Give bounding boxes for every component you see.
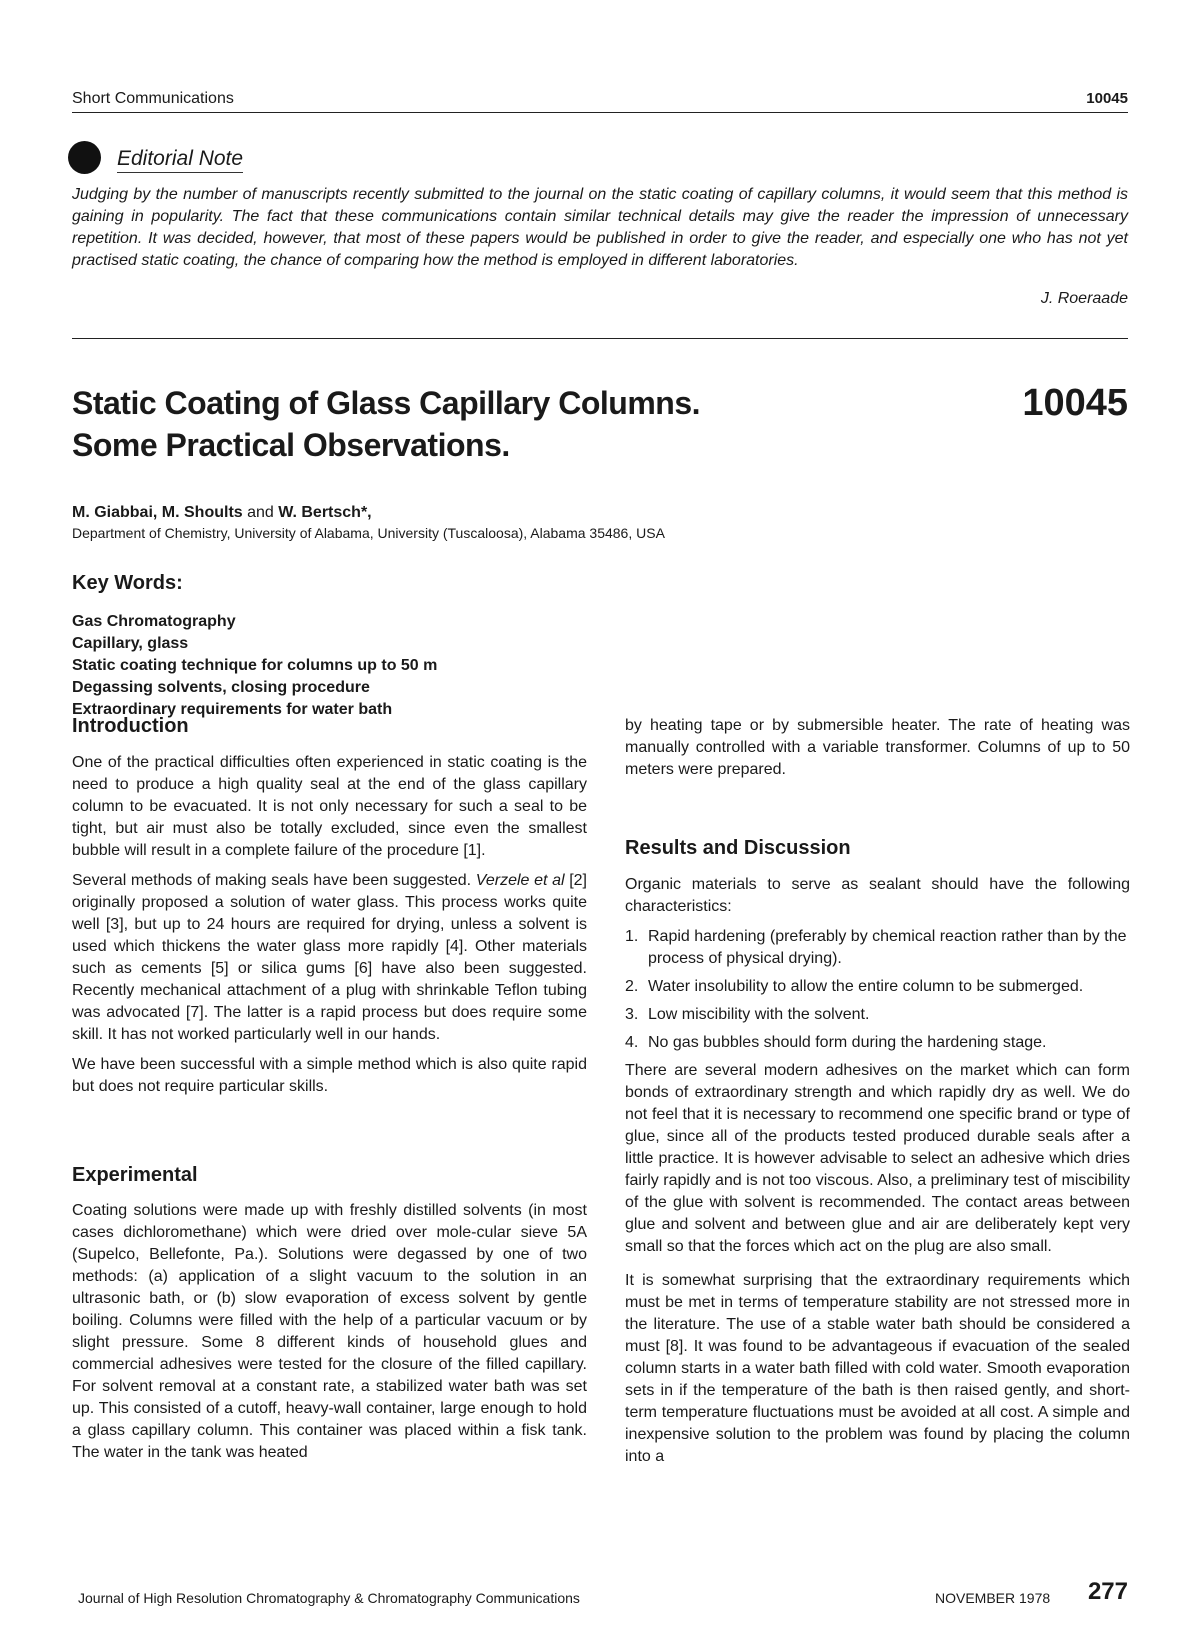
list-item	[625, 976, 1130, 998]
list-text: Water insolubility to allow the entire column to be submerged.	[648, 978, 1084, 995]
list-item	[625, 1032, 1130, 1054]
article-title-line-2: Some Practical Observations.	[72, 427, 510, 463]
keyword-item: Capillary, glass	[72, 635, 189, 652]
article-number: 10045	[1022, 382, 1128, 424]
characteristics-list	[625, 926, 1130, 1054]
results-paragraph-3: It is somewhat surprising that the extraordinary requirements which must be met in terms of temperature stability are not stressed more in the literature. The use of a stable water bath should be considered a must [8]. It was found to be advantageous if evacuation of the sealed column starts in a water bath filled with cold water. Smooth evaporation sets in if the temperature of the bath is then raised gently, and short-term temperature fluctuations must be avoided at all cost. A simple and inexpensive solution to the problem was found by placing the column into a	[625, 1272, 1130, 1465]
introduction-heading: Introduction	[72, 715, 189, 737]
editorial-note-author: J. Roeraade	[1040, 290, 1128, 307]
authors-last: W. Bertsch*,	[278, 504, 372, 521]
keyword-item: Static coating technique for columns up to 50 m	[72, 657, 438, 674]
keyword-item: Gas Chromatography	[72, 613, 236, 630]
results-body	[625, 874, 1130, 1468]
list-text: Low miscibility with the solvent.	[648, 1006, 870, 1023]
list-item	[625, 926, 1130, 970]
experimental-paragraph-cont: by heating tape or by submersible heater. The rate of heating was manually controlled with a variable transformer. Columns of up to 50 meters were prepared.	[625, 717, 1130, 778]
keyword-item: Extraordinary requirements for water bath	[72, 701, 393, 718]
list-item	[625, 1004, 1130, 1026]
running-header-section: Short Communications	[72, 90, 234, 107]
page-number: 277	[1087, 1578, 1128, 1605]
results-heading: Results and Discussion	[625, 837, 851, 859]
list-number: 4.	[625, 1034, 639, 1051]
article-title-line-1: Static Coating of Glass Capillary Columns.	[72, 385, 701, 421]
section-rule	[72, 338, 1128, 339]
authors-and: and	[242, 504, 279, 521]
article-title	[72, 382, 872, 466]
editorial-note-title: Editorial Note	[117, 147, 243, 173]
list-number: 2.	[625, 978, 639, 995]
results-intro: Organic materials to serve as sealant should have the following characteristics:	[625, 876, 1130, 915]
text-run: Several methods of making seals have been suggested.	[72, 872, 476, 889]
bullet-dot-icon	[68, 141, 101, 174]
keyword-item: Degassing solvents, closing procedure	[72, 679, 370, 696]
editorial-note-body: Judging by the number of manuscripts recently submitted to the journal on the static coating of capillary columns, it would seem that this method is gaining in popularity. The fact that these communications contain similar technical details may give the reader the impression of unnecessary repetition. It was decided, however, that most of these papers would be published in order to give the reader, and especially one who has not yet practised static coating, the chance of comparing how the method is employed in different laboratories.	[72, 186, 1128, 269]
citation-italic: Verzele et al	[475, 872, 565, 889]
list-text: No gas bubbles should form during the hardening stage.	[648, 1034, 1047, 1051]
introduction-paragraph-3: We have been successful with a simple method which is also quite rapid but does not require particular skills.	[72, 1056, 587, 1095]
experimental-continuation	[625, 715, 1130, 781]
introduction-body	[72, 752, 587, 1098]
introduction-paragraph-2	[72, 870, 587, 1046]
list-number: 1.	[625, 928, 639, 945]
introduction-paragraph-1: One of the practical difficulties often experienced in static coating is the need to produce a high quality seal at the end of the glass capillary column to be evacuated. It is not only necessary for such a seal to be tight, but air must also be totally excluded, since even the smallest bubble will result in a complete failure of the procedure [1].	[72, 754, 587, 859]
keywords-heading: Key Words:	[72, 572, 183, 594]
list-number: 3.	[625, 1006, 639, 1023]
keywords-list	[72, 611, 437, 721]
footer-date: NOVEMBER 1978	[935, 1590, 1051, 1606]
experimental-paragraph-1: Coating solutions were made up with freshly distilled solvents (in most cases dichloromethane) which were dried over mole-cular sieve 5A (Supelco, Bellefonte, Pa.). Solutions were degassed by one of two methods: (a) application of a slight vacuum to the solution in an ultrasonic bath, or (b) slow evaporation of excess solvent by gentle boiling. Columns were filled with the help of a particular vacuum or by slight pressure. Some 8 different kinds of household glues and commercial adhesives were tested for the closure of the filled capillary. For solvent removal at a constant rate, a stabilized water bath was set up. This consisted of a cutoff, heavy-wall container, large enough to hold a glass capillary column. This container was placed within a fisk tank. The water in the tank was heated	[72, 1202, 587, 1461]
running-header-number: 10045	[1086, 90, 1128, 107]
results-paragraph-2: There are several modern adhesives on the market which can form bonds of extraordinary strength and which rapidly dry as well. We do not feel that it is necessary to recommend one specific brand or type of glue, since all of the products tested produced durable seals after a little practice. It is however advisable to select an adhesive which dries fairly rapidly and is not too viscous. Also, a preliminary test of miscibility of the glue with solvent is recommended. The contact areas between glue and solvent and between glue and air are deliberately kept very small so that the forces which act on the plug are also small.	[625, 1062, 1130, 1255]
experimental-heading: Experimental	[72, 1164, 198, 1186]
text-run: [2] originally proposed a solution of water glass. This process works quite well [3], but up to 24 hours are required for drying, unless a solvent is used which thickens the water glass more rapidly [4]. Other materials such as cements [5] or silica gums [6] have also been suggested. Recently mechanical attachment of a plug with shrinkable Teflon tubing was advocated [7]. The latter is a rapid process but does require some skill. It has not worked particularly well in our hands.	[72, 872, 587, 1043]
authors-first: M. Giabbai, M. Shoults	[72, 504, 243, 521]
experimental-body	[72, 1200, 587, 1464]
header-rule	[72, 112, 1128, 113]
list-text: Rapid hardening (preferably by chemical reaction rather than by the process of physical drying).	[648, 928, 1127, 967]
footer-journal: Journal of High Resolution Chromatography & Chromatography Communications	[78, 1590, 580, 1606]
affiliation: Department of Chemistry, University of Alabama, University (Tuscaloosa), Alabama 35486, USA	[72, 525, 665, 541]
authors	[72, 504, 372, 522]
